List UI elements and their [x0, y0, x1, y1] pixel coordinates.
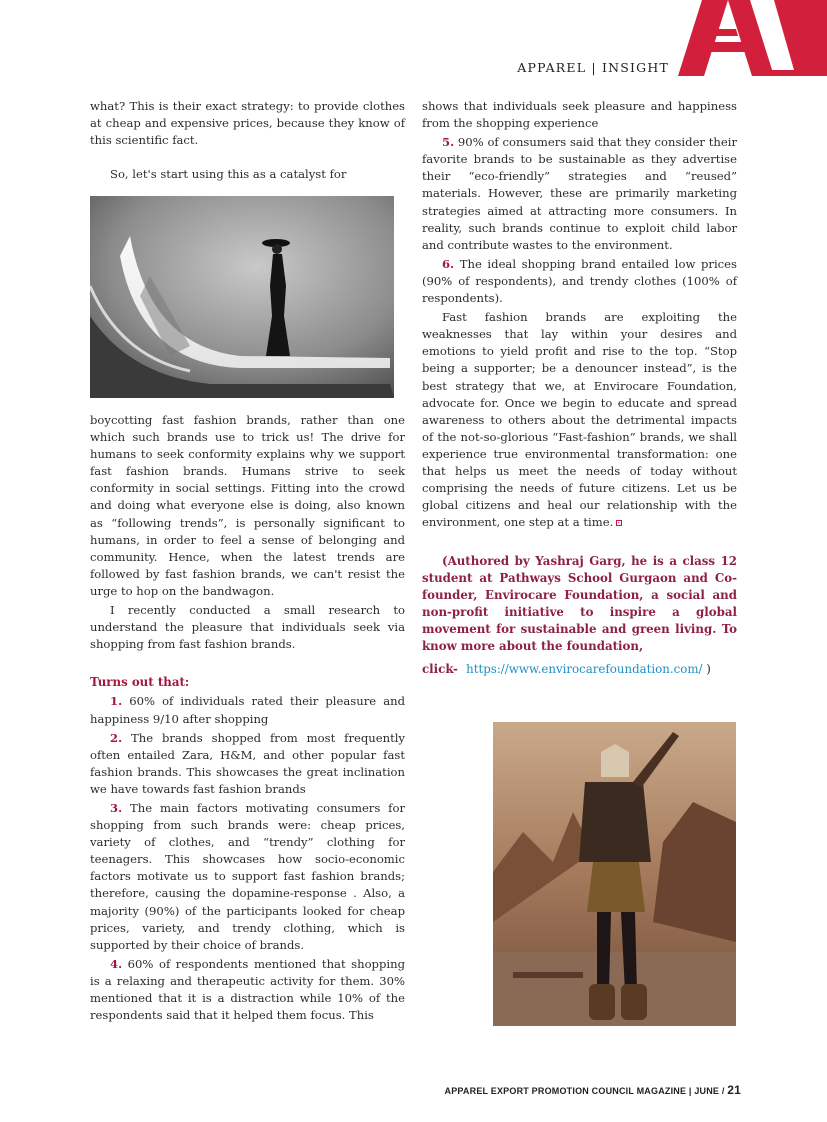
paragraph: So, let's start using this as a catalyst for — [110, 167, 347, 182]
close-paren: ) — [702, 662, 711, 677]
right-column — [422, 98, 737, 678]
item-text: 60% of respondents mentioned that shopping is a relaxing and therapeutic activity for them. 30% mentioned that it is a distraction while 10% of the respondents said that it helped them focus. This — [90, 956, 405, 1023]
page-number: 21 — [727, 1083, 741, 1097]
item-text: The main factors motivating consumers for shopping from such brands were: cheap prices, variety of clothes, and “trendy” clothing for teenagers. This showcases how socio-economic factors motivate us to support fast fashion brands; therefore, causing the dopamine-response . Also, a majority (90%) of the participants looked for cheap prices, variety, and trendy clothing, which is supported by their choice of brands. — [90, 800, 405, 952]
paragraph: I recently conducted a small research to understand the pleasure that individuals seek via shopping from fast fashion brands. — [90, 603, 405, 652]
item-number: 2. — [110, 730, 123, 745]
end-mark-icon — [616, 520, 622, 526]
paragraph: what? This is their exact strategy: to provide clothes at cheap and expensive prices, because they know of this scientific fact. — [90, 99, 405, 148]
paragraph-text: Fast fashion brands are exploiting the weaknesses that lay within your desires and emotions to yield profit and rise to the top. “Stop being a supporter; be a denouncer instead”, is the best strategy that we, at Envirocare Foundation, advocate for. Once we begin to educate and spread awareness to others about the detrimental impacts of the not-so-glorious “Fast-fashion” brands, we shall experience true environmental transformation: one that helps us meet the needs of today without comprising the needs of future citizens. Let us be global citizens and heal our relationship with the environment, one step at a time. — [422, 310, 737, 530]
foundation-link[interactable]: https://www.envirocarefoundation.com/ — [466, 662, 703, 677]
photo-illustration — [493, 722, 736, 1026]
item-number: 1. — [110, 694, 123, 709]
paragraph: shows that individuals seek pleasure and happiness from the shopping experience — [422, 99, 737, 131]
item-number: 6. — [442, 256, 455, 271]
left-column-top — [90, 98, 405, 183]
left-column-bottom — [90, 412, 405, 1024]
photo-illustration — [90, 196, 394, 398]
author-byline: (Authored by Yashraj Garg, he is a class 12 student at Pathways School Gurgaon and Co-founder, Envirocare Foundation, a social and non-profit initiative to inspire a global movement for sustainable and green living. To know more about the foundation, — [422, 554, 737, 654]
page-footer — [445, 1083, 742, 1097]
click-label: click- — [422, 662, 458, 677]
paragraph — [422, 309, 737, 531]
list-item — [90, 693, 405, 727]
magazine-logo — [674, 0, 827, 76]
fashion-photo-desert — [493, 722, 736, 1026]
footer-magazine: APPAREL EXPORT PROMOTION COUNCIL MAGAZINE | JUNE / — [444, 1086, 728, 1096]
item-number: 4. — [110, 956, 123, 971]
byline-link-line — [422, 661, 737, 678]
item-text: The ideal shopping brand entailed low prices (90% of respondents), and trendy clothes (100% of respondents). — [422, 256, 737, 306]
list-item — [422, 134, 737, 254]
subheading: Turns out that: — [90, 675, 190, 690]
item-text: 60% of individuals rated their pleasure and happiness 9/10 after shopping — [90, 694, 405, 726]
list-item — [90, 730, 405, 798]
item-number: 5. — [442, 135, 455, 150]
list-item — [90, 956, 405, 1024]
item-text: The brands shopped from most frequently often entailed Zara, H&M, and other popular fast fashion brands. This showcases the great inclination we have towards fast fashion brands — [90, 730, 405, 796]
fashion-photo-gown — [90, 196, 394, 398]
list-item — [422, 256, 737, 307]
item-number: 3. — [110, 800, 123, 815]
section-label: APPAREL | INSIGHT — [517, 60, 669, 75]
paragraph: boycotting fast fashion brands, rather than one which such brands use to trick us! The drive for humans to seek conformity explains why we support fast fashion brands. Humans strive to seek conformity in social settings. Fitting into the crowd and doing what everyone else is doing, also known as “following trends”, is personally significant to humans, in order to feel a sense of belonging and community. Hence, when the latest trends are followed by fast fashion brands, we can't resist the urge to hop on the bandwagon. — [90, 413, 405, 598]
item-text: 90% of consumers said that they consider their favorite brands to be sustainable as they advertise their “eco-friendly” strategies and “reused” materials. However, these are primarily marketing strategies aimed at attracting more consumers. In reality, such brands continue to exploit child labor and contribute wastes to the environment. — [422, 135, 737, 252]
list-item — [90, 800, 405, 954]
